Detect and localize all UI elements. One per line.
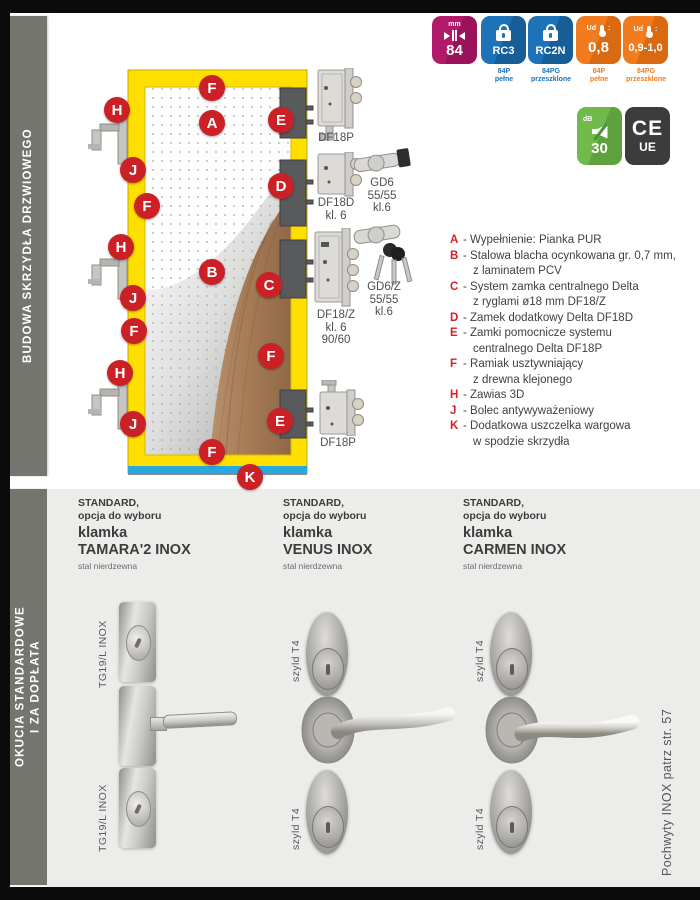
legend-letter: A [450, 234, 459, 246]
door-marker [120, 157, 146, 183]
legend-item [450, 388, 700, 404]
legend-item [450, 357, 700, 388]
legend-text: - Zamek dodatkowy Delta DF18D [463, 311, 634, 324]
handle-column-header-tamara: STANDARD, opcja do wyboru klamka TAMARA'2 INOX stal nierdzewna [78, 497, 191, 571]
door-marker-letter: K [244, 468, 256, 486]
legend-text: - Zamki pomocnicze systemu centralnego Delta DF18P [463, 327, 612, 355]
badge-rc3: RC3 [481, 16, 526, 64]
legend-letter: D [450, 311, 459, 324]
legend-list [450, 233, 700, 450]
lock-image-df18p-top [316, 68, 362, 142]
cylinder-cover [126, 625, 151, 661]
legend-text: - Bolec antywyważeniowy [463, 404, 595, 417]
handle-tag-tg19-top: TG19/L INOX [97, 620, 109, 688]
mm-label: mm [448, 21, 461, 28]
legend-item [450, 233, 700, 249]
door-marker [120, 285, 146, 311]
door-marker [258, 343, 284, 369]
handle-tag-szyld-bottom-venus: szyld T4 [290, 807, 302, 850]
legend-letter: J [450, 404, 457, 417]
lock-image-df18p-bottom [318, 380, 364, 436]
door-marker-letter: C [263, 276, 275, 294]
legend-item [450, 326, 700, 357]
legend-text: - Ramiak usztywniający z drewna klejonego [463, 358, 584, 386]
security-rosette-top-venus [306, 612, 348, 696]
sidebar-hardware-line1: OKUCIA STANDARDOWE [14, 606, 27, 768]
door-marker-letter: H [111, 101, 123, 119]
legend-item [450, 419, 700, 450]
thermometer-icon [647, 26, 651, 35]
lever-handle-carmen [482, 692, 652, 770]
handle-column-header-venus: STANDARD, opcja do wyboru klamka VENUS INOX stal nierdzewna [283, 497, 373, 571]
door-marker-letter: E [275, 111, 286, 129]
badge-ce-ue: CE UE [625, 107, 670, 165]
escutcheon-plate-top-tamara [119, 602, 156, 682]
cylinder-label-gd6: GD6 55/55 kl.6 [367, 177, 397, 214]
door-marker-letter: A [206, 114, 218, 132]
door-marker [199, 439, 225, 465]
door-marker-letter: E [274, 412, 285, 430]
door-marker [134, 193, 160, 219]
door-marker-letter: F [266, 347, 276, 365]
badge-ud-09-10: Ud : 0,9-1,0 [623, 16, 668, 64]
door-marker [199, 75, 225, 101]
door-marker-letter: F [142, 197, 152, 215]
cylinder-label-gd6z: GD6/Z 55/55 kl.6 [367, 281, 401, 318]
door-marker [121, 318, 147, 344]
legend-item [450, 311, 700, 327]
door-marker-letter: H [115, 238, 127, 256]
legend-item [450, 280, 700, 311]
cylinder-cover [126, 791, 151, 827]
door-marker-letter: D [275, 177, 287, 195]
width-arrows-icon [444, 30, 465, 41]
door-marker-letter: J [128, 289, 138, 307]
padlock-icon [543, 30, 558, 41]
legend-text: - Dodatkowa uszczelka wargowa w spodzie skrzydła [463, 420, 631, 448]
handle-tag-szyld-bottom-carmen: szyld T4 [474, 807, 486, 850]
handle-column-header-carmen: STANDARD, opcja do wyboru klamka CARMEN INOX stal nierdzewna [463, 497, 567, 571]
padlock-icon [496, 30, 511, 41]
security-rosette-bottom-carmen [490, 770, 532, 854]
security-rosette-bottom-venus [306, 770, 348, 854]
speaker-mute-icon [592, 125, 608, 139]
ce-mark: CE [631, 117, 664, 140]
door-marker-letter: J [128, 415, 138, 433]
door-marker-letter: F [207, 443, 217, 461]
door-marker [199, 259, 225, 285]
legend-item [450, 249, 700, 280]
door-marker [267, 408, 293, 434]
sidebar-label-construction: BUDOWA SKRZYDŁA DRZWIOWEGO [22, 128, 34, 364]
badge-sublabel-ud08: 84P pełne [589, 68, 609, 83]
sidebar-label-hardware [10, 489, 47, 885]
handle-tag-szyld-top-venus: szyld T4 [290, 639, 302, 682]
badge-rc2n: RC2N [528, 16, 573, 64]
door-marker-letter: H [114, 364, 126, 382]
side-note-pochwyty: Pochwyty INOX patrz str. 57 [660, 708, 674, 876]
door-marker-letter: F [129, 322, 139, 340]
lock-label-df18p-bottom: DF18P [320, 437, 356, 449]
bottom-border-bar [0, 887, 700, 900]
legend-letter: F [450, 358, 458, 370]
door-marker-letter: B [206, 263, 218, 281]
badge-acoustic-30: dB 30 [577, 107, 622, 165]
door-marker [107, 360, 133, 386]
door-marker [108, 234, 134, 260]
door-marker-letter: J [128, 161, 138, 179]
legend-letter: E [450, 327, 458, 339]
handle-tag-tg19-bottom: TG19/L INOX [97, 784, 109, 852]
cylinder-image-gd6 [352, 144, 414, 180]
legend-text: - Zawias 3D [463, 389, 525, 401]
escutcheon-plate-bottom-tamara [119, 768, 156, 848]
door-marker [256, 272, 282, 298]
legend-letter: H [450, 389, 459, 401]
legend-letter: B [450, 249, 459, 262]
badge-sublabel-rc3: 84P pełne [494, 68, 514, 83]
sidebar-hardware-line2: I ZA DOPŁATA [29, 640, 42, 734]
badge-ud-08: Ud : 0,8 [576, 16, 621, 64]
badge-thickness-84: mm 84 [432, 16, 477, 64]
door-marker [120, 411, 146, 437]
door-marker [199, 110, 225, 136]
legend-letter: K [450, 420, 459, 432]
lever-handle-venus [298, 692, 468, 770]
badge-sublabel-ud0910: 84PG przeszklone [625, 68, 667, 83]
door-marker [268, 107, 294, 133]
cylinder-image-gd6z-keys [352, 220, 420, 286]
legend-text: - Wypełnienie: Pianka PUR [463, 234, 602, 246]
door-marker [104, 97, 130, 123]
door-marker [237, 464, 263, 490]
legend-text: - Stalowa blacha ocynkowana gr. 0,7 mm, z laminatem PCV [463, 249, 676, 277]
door-marker-letter: F [207, 79, 217, 97]
legend-text: - System zamka centralnego Delta z ryglami ø18 mm DF18/Z [463, 280, 639, 308]
thermometer-icon [600, 25, 604, 34]
lock-label-df18z: DF18/Z kl. 6 90/60 [316, 309, 356, 346]
badge-sublabel-rc2n: 84PG przeszklone [530, 68, 572, 83]
legend-item [450, 404, 700, 420]
sidebar-section-hardware [10, 489, 47, 885]
lock-label-df18d: DF18D kl. 6 [317, 197, 355, 222]
legend-letter: C [450, 280, 459, 293]
security-rosette-top-carmen [490, 612, 532, 696]
handle-tag-szyld-top-carmen: szyld T4 [474, 639, 486, 682]
lock-label-df18p-top: DF18P [318, 132, 354, 144]
door-marker [268, 173, 294, 199]
